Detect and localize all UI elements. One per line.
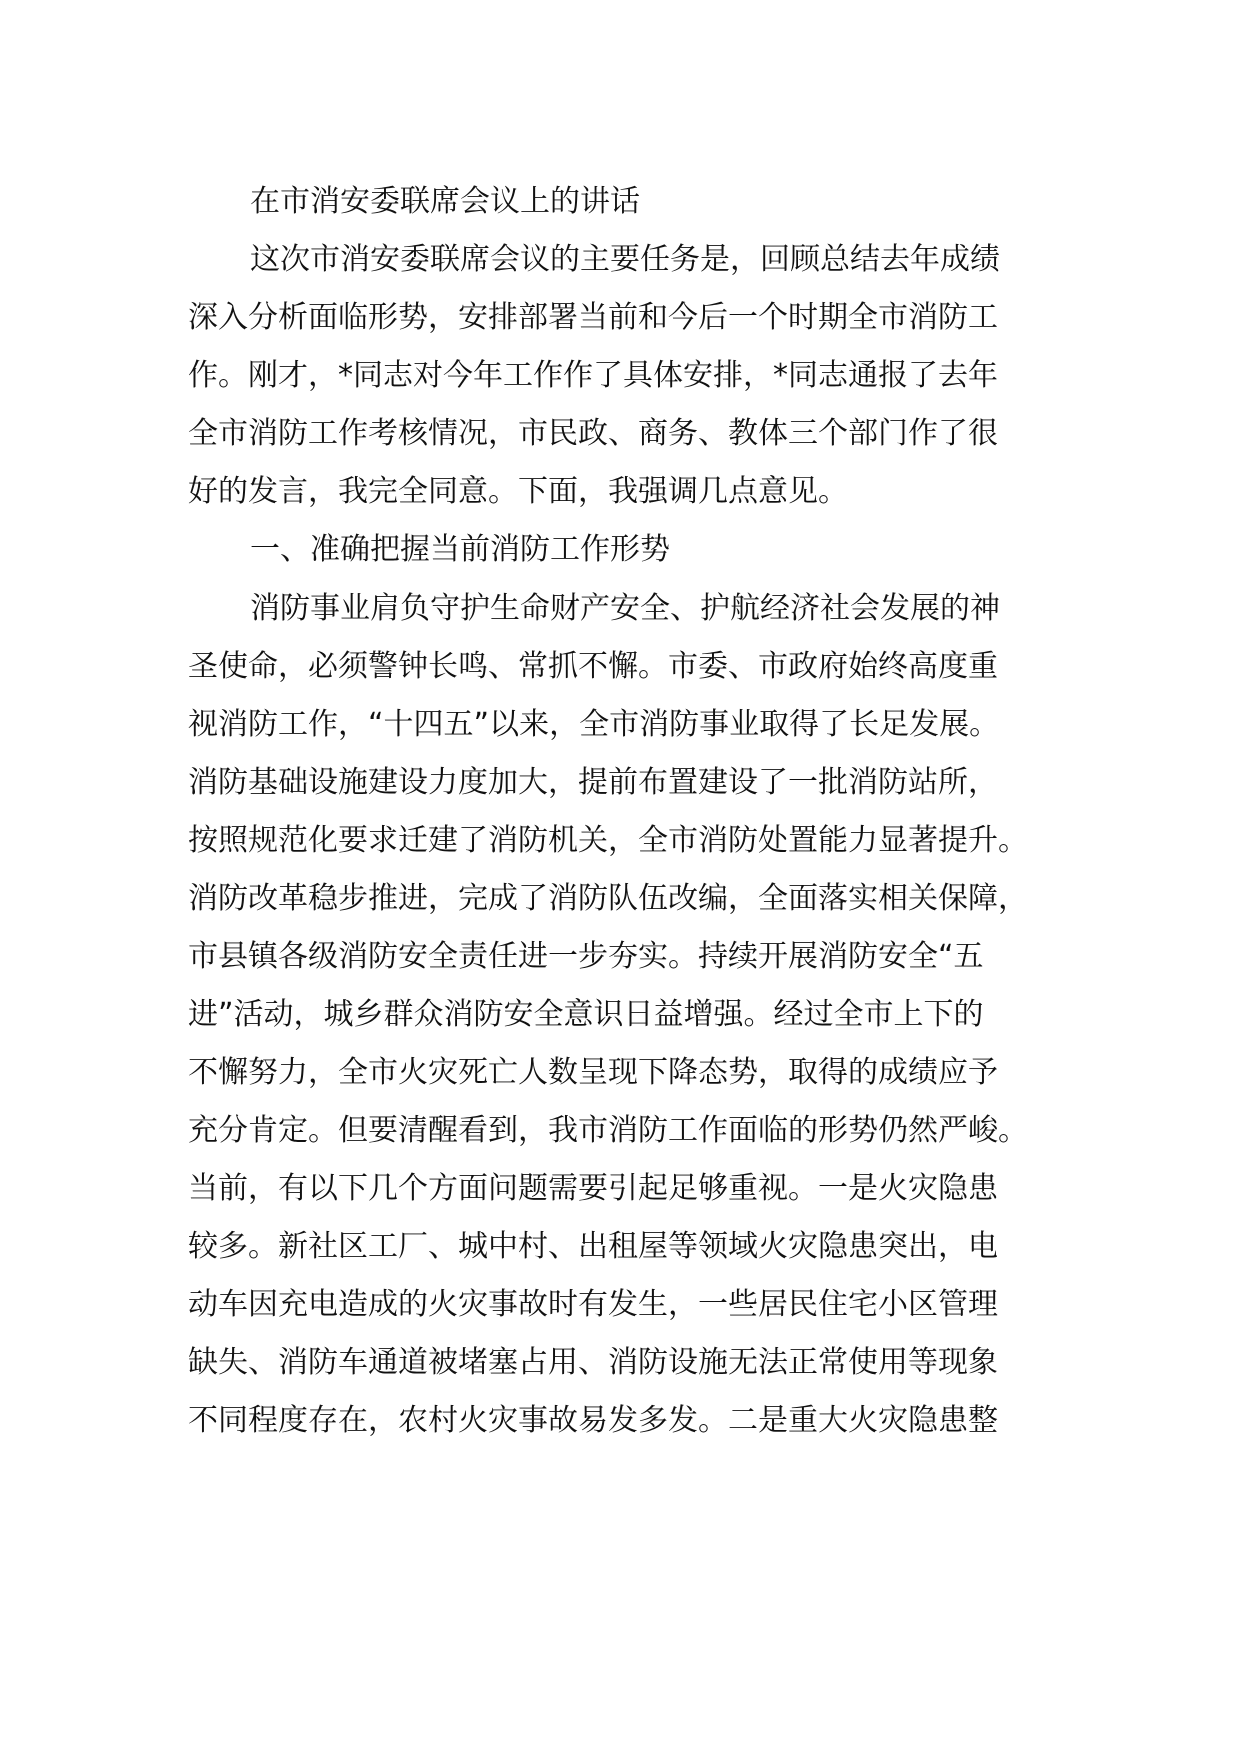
- text-line: 按照规范化要求迁建了消防机关，全市消防处置能力显著提升。: [188, 823, 1028, 858]
- text-line: 消防事业肩负守护生命财产安全、护航经济社会发展的神: [250, 591, 1000, 626]
- text-line: 消防改革稳步推进，完成了消防队伍改编，全面落实相关保障，: [188, 881, 1028, 916]
- text-line: 圣使命，必须警钟长鸣、常抓不懈。市委、市政府始终高度重: [188, 649, 998, 684]
- text-line: 进”活动，城乡群众消防安全意识日益增强。经过全市上下的: [188, 997, 984, 1032]
- text-line: 深入分析面临形势，安排部署当前和今后一个时期全市消防工: [188, 300, 998, 335]
- text-line: 消防基础设施建设力度加大，提前布置建设了一批消防站所，: [188, 765, 998, 800]
- text-line: 作。刚才，*同志对今年工作作了具体安排，*同志通报了去年: [188, 358, 998, 393]
- text-line: 充分肯定。但要清醒看到，我市消防工作面临的形势仍然严峻。: [188, 1113, 1028, 1148]
- text-line: 不同程度存在，农村火灾事故易发多发。二是重大火灾隐患整: [188, 1403, 998, 1438]
- section-heading: 一、准确把握当前消防工作形势: [250, 532, 670, 567]
- text-line: 缺失、消防车通道被堵塞占用、消防设施无法正常使用等现象: [188, 1345, 998, 1380]
- text-line: 全市消防工作考核情况，市民政、商务、教体三个部门作了很: [188, 416, 998, 451]
- document-title: 在市消安委联席会议上的讲话: [250, 184, 640, 219]
- text-line: 当前，有以下几个方面问题需要引起足够重视。一是火灾隐患: [188, 1171, 998, 1206]
- text-line: 不懈努力，全市火灾死亡人数呈现下降态势，取得的成绩应予: [188, 1055, 998, 1090]
- text-line: 好的发言，我完全同意。下面，我强调几点意见。: [188, 474, 848, 509]
- text-line: 这次市消安委联席会议的主要任务是，回顾总结去年成绩: [250, 242, 1000, 277]
- text-line: 市县镇各级消防安全责任进一步夯实。持续开展消防安全“五: [188, 939, 984, 974]
- text-line: 较多。新社区工厂、城中村、出租屋等领域火灾隐患突出，电: [188, 1229, 998, 1264]
- text-line: 动车因充电造成的火灾事故时有发生，一些居民住宅小区管理: [188, 1287, 998, 1322]
- text-line: 视消防工作，“十四五”以来，全市消防事业取得了长足发展。: [188, 707, 1000, 742]
